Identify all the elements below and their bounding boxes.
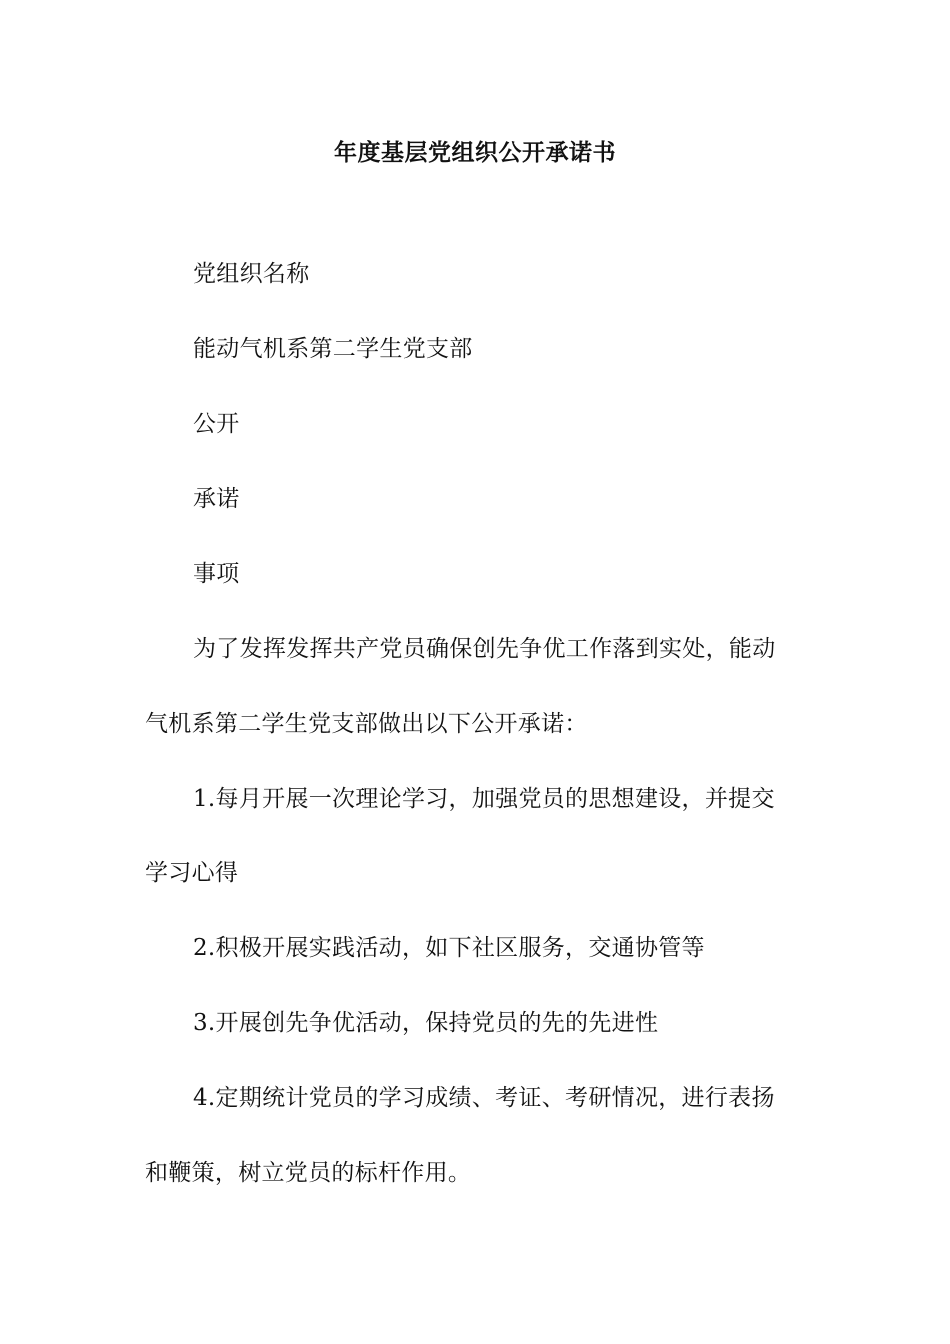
text-line-item-1a: 1.每月开展一次理论学习，加强党员的思想建设，并提交 xyxy=(193,786,775,812)
text-line-item-1b: 学习心得 xyxy=(145,860,239,886)
text-line-item-4a: 4.定期统计党员的学习成绩、考证、考研情况，进行表扬 xyxy=(193,1085,775,1111)
text-line-promise: 承诺 xyxy=(193,486,240,512)
text-line-org-name-label: 党组织名称 xyxy=(193,261,310,287)
text-line-public: 公开 xyxy=(193,411,240,437)
text-line-org-name: 能动气机系第二学生党支部 xyxy=(193,336,473,362)
text-line-item-4b: 和鞭策，树立党员的标杆作用。 xyxy=(145,1160,472,1186)
text-line-intro-1: 为了发挥发挥共产党员确保创先争优工作落到实处，能动 xyxy=(193,636,776,662)
text-line-intro-2: 气机系第二学生党支部做出以下公开承诺： xyxy=(145,711,588,737)
document-title: 年度基层党组织公开承诺书 xyxy=(334,139,616,166)
text-line-item-3: 3.开展创先争优活动，保持党员的先的先进性 xyxy=(193,1010,659,1036)
text-line-item-2: 2.积极开展实践活动，如下社区服务，交通协管等 xyxy=(193,935,705,961)
text-line-matters: 事项 xyxy=(193,561,240,587)
